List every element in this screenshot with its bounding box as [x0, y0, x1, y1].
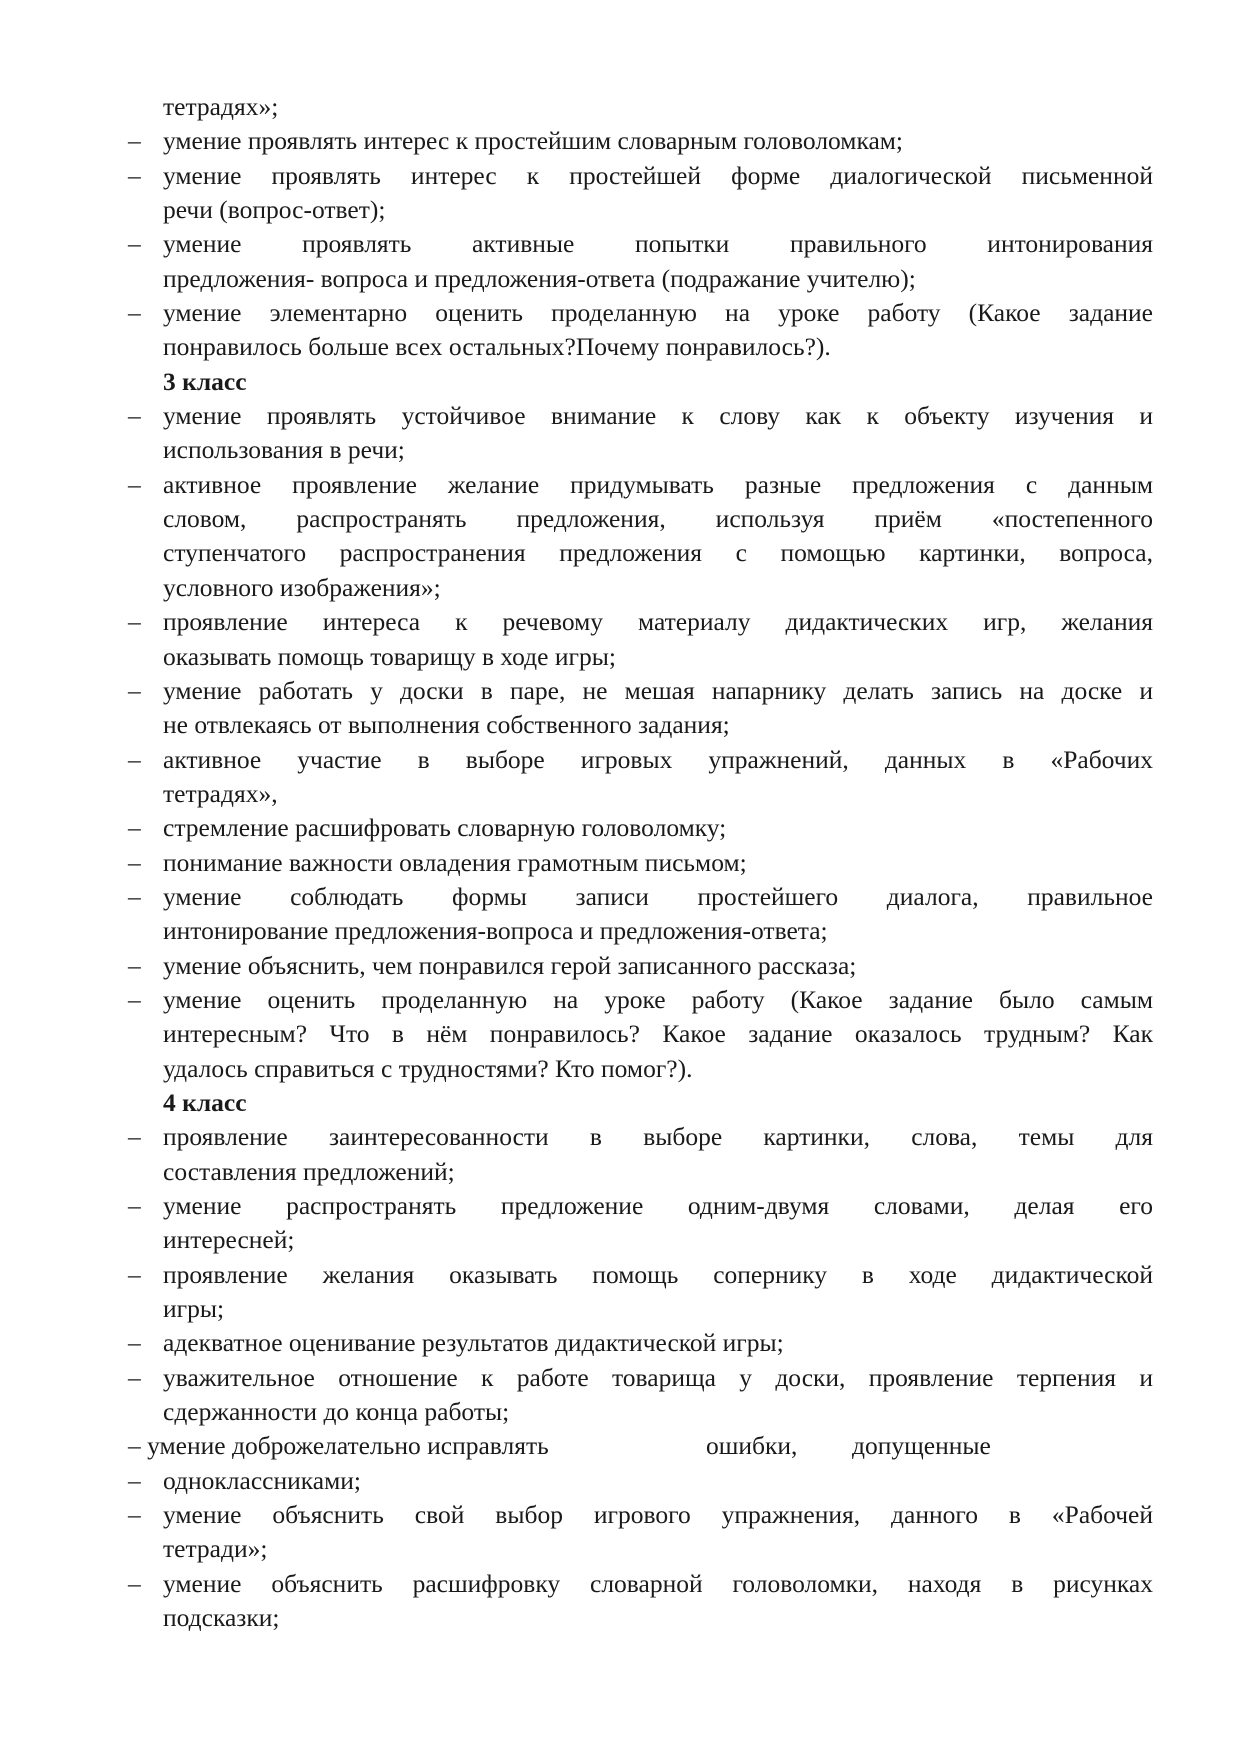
list-item [128, 949, 1153, 983]
list-item [128, 1258, 1153, 1292]
list-item [128, 1189, 1153, 1223]
list-dash-marker: – [128, 984, 141, 1014]
list-item-text: не отвлекаясь от выполнения собственного задания; [163, 710, 730, 740]
list-item-text: подсказки; [163, 1603, 280, 1633]
list-item-text: тетради»; [163, 1534, 268, 1564]
list-item-text: умение оценить проделанную на уроке работу (Какое задание было самым [163, 984, 1153, 1014]
list-item [128, 399, 1153, 433]
list-item-text: уважительное отношение к работе товарища у доски, проявление терпения и [163, 1362, 1153, 1392]
list-dash-marker: – [128, 401, 141, 431]
list-item [128, 1361, 1153, 1395]
list-item-text: использования в речи; [163, 435, 405, 465]
list-item [128, 1567, 1153, 1601]
list-item-text: речи (вопрос-ответ); [163, 195, 386, 225]
list-item-continuation [128, 1292, 1153, 1326]
list-item [128, 846, 1153, 880]
list-item-text: оказывать помощь товарищу в ходе игры; [163, 641, 616, 671]
list-item-continuation [128, 708, 1153, 742]
list-item-text: составления предложений; [163, 1156, 455, 1186]
list-item [128, 1326, 1153, 1360]
list-item-text: умение распространять предложение одним-двумя словами, делая его [163, 1191, 1153, 1220]
list-item-text: удалось справиться с трудностями? Кто помог?). [163, 1053, 693, 1083]
list-item-continuation [128, 640, 1153, 674]
list-item-line [128, 1429, 1153, 1463]
list-dash-marker: – [128, 607, 141, 637]
list-item-text: понравилось больше всех остальных?Почему понравилось?). [163, 332, 831, 362]
list-item [128, 880, 1153, 914]
list-dash-marker: – [128, 160, 141, 190]
list-dash-marker: – [128, 881, 141, 911]
list-item-text: – умение доброжелательно исправлять [128, 1431, 549, 1461]
list-item-text: адекватное оценивание результатов дидактической игры; [163, 1328, 784, 1358]
list-item [128, 1498, 1153, 1532]
list-item-text: игры; [163, 1294, 225, 1324]
list-item-text: ошибки, [706, 1431, 798, 1461]
list-dash-marker: – [128, 675, 141, 705]
list-dash-marker: – [128, 1328, 141, 1358]
list-item-continuation [128, 914, 1153, 948]
section-heading [128, 365, 1153, 399]
list-item-text: умение элементарно оценить проделанную на уроке работу (Какое задание [163, 298, 1153, 328]
list-item-continuation [128, 502, 1153, 536]
list-dash-marker: – [128, 298, 141, 328]
list-item-text: словом, распространять предложения, используя приём «постепенного [163, 504, 1153, 534]
list-item-text: проявление желания оказывать помощь сопернику в ходе дидактической [163, 1259, 1153, 1289]
list-item-continuation [128, 1052, 1153, 1086]
list-dash-marker: – [128, 229, 141, 259]
list-dash-marker: – [128, 847, 141, 877]
list-item [128, 296, 1153, 330]
list-dash-marker: – [128, 1122, 141, 1152]
list-item-text: умение проявлять интерес к простейшим словарным головоломкам; [163, 126, 903, 156]
list-dash-marker: – [128, 1191, 141, 1220]
list-item-text: умение объяснить свой выбор игрового упражнения, данного в «Рабочей [163, 1500, 1153, 1530]
list-item-text: одноклассниками; [163, 1465, 361, 1495]
list-item-text: интересным? Что в нём понравилось? Какое задание оказалось трудным? Как [163, 1019, 1153, 1049]
list-dash-marker: – [128, 1568, 141, 1598]
list-dash-marker: – [128, 469, 141, 499]
list-item-continuation [128, 1017, 1153, 1051]
section-heading-text: 3 класс [163, 366, 247, 396]
list-item [128, 605, 1153, 639]
list-item-text: активное проявление желание придумывать разные предложения с данным [163, 469, 1153, 499]
list-item-text: стремление расшифровать словарную головоломку; [163, 813, 727, 843]
list-dash-marker: – [128, 1500, 141, 1530]
list-item-text: предложения- вопроса и предложения-ответа (подражание учителю); [163, 263, 916, 293]
list-item-text: умение проявлять интерес к простейшей форме диалогической письменной [163, 160, 1153, 190]
list-item-continuation [128, 571, 1153, 605]
section-heading-text: 4 класс [163, 1087, 247, 1117]
list-item-continuation [128, 536, 1153, 570]
list-dash-marker: – [128, 1362, 141, 1392]
list-item-continuation [128, 1223, 1153, 1257]
list-item [128, 468, 1153, 502]
list-item-text: умение проявлять активные попытки правильного интонирования [163, 229, 1153, 259]
list-item-text: активное участие в выборе игровых упражнений, данных в «Рабочих [163, 744, 1153, 774]
list-item-text: проявление интереса к речевому материалу дидактических игр, желания [163, 607, 1153, 637]
list-item-text: допущенные [852, 1431, 991, 1461]
list-item-continuation [128, 262, 1153, 296]
list-item [128, 124, 1153, 158]
list-item-continuation [128, 1155, 1153, 1189]
list-item-text: интересней; [163, 1225, 295, 1255]
list-item-text: тетрадях», [163, 778, 278, 808]
list-item [128, 743, 1153, 777]
list-item [128, 159, 1153, 193]
list-dash-marker: – [128, 1259, 141, 1289]
list-item-continuation [128, 1532, 1153, 1566]
document-body [128, 90, 1153, 1635]
list-item-text: условного изображения»; [163, 572, 441, 602]
list-item-text: умение объяснить, чем понравился герой записанного рассказа; [163, 950, 857, 980]
list-dash-marker: – [128, 950, 141, 980]
list-item [128, 811, 1153, 845]
list-item-text: понимание важности овладения грамотным письмом; [163, 847, 747, 877]
list-item-text: тетрадях»; [163, 92, 279, 121]
list-item-continuation [128, 777, 1153, 811]
list-item-continuation [128, 90, 1153, 124]
list-item-text: ступенчатого распространения предложения с помощью картинки, вопроса, [163, 538, 1153, 568]
list-dash-marker: – [128, 813, 141, 843]
list-item-text: умение работать у доски в паре, не мешая напарнику делать запись на доске и [163, 675, 1153, 705]
list-item [128, 983, 1153, 1017]
list-item [128, 1464, 1153, 1498]
list-item-text: умение соблюдать формы записи простейшего диалога, правильное [163, 881, 1153, 911]
list-item-continuation [128, 1601, 1153, 1635]
list-item-continuation [128, 330, 1153, 364]
list-item-continuation [128, 433, 1153, 467]
list-item-text: умение объяснить расшифровку словарной головоломки, находя в рисунках [163, 1568, 1153, 1598]
list-dash-marker: – [128, 1465, 141, 1495]
list-item-text: проявление заинтересованности в выборе картинки, слова, темы для [163, 1122, 1153, 1152]
list-item-text: сдержанности до конца работы; [163, 1397, 510, 1427]
list-item [128, 1120, 1153, 1154]
list-item [128, 674, 1153, 708]
list-item-continuation [128, 1395, 1153, 1429]
list-item-text: умение проявлять устойчивое внимание к слову как к объекту изучения и [163, 401, 1153, 431]
list-item-continuation [128, 193, 1153, 227]
list-dash-marker: – [128, 126, 141, 156]
list-item [128, 227, 1153, 261]
list-item-text: интонирование предложения-вопроса и предложения-ответа; [163, 916, 828, 946]
section-heading [128, 1086, 1153, 1120]
list-dash-marker: – [128, 744, 141, 774]
